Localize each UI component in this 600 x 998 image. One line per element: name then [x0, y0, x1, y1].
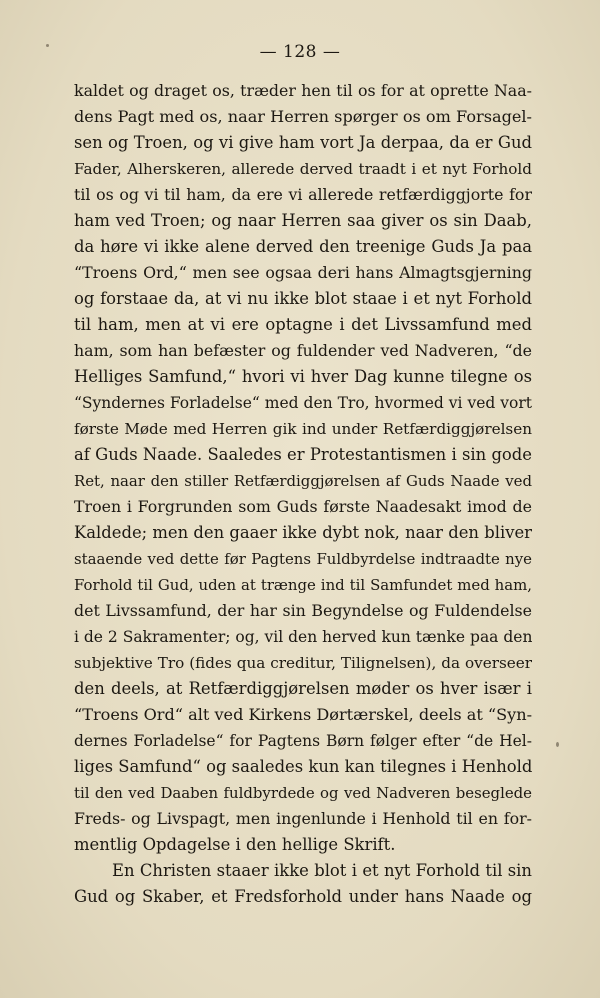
text-line: til den ved Daaben fuldbyrdede og ved Nadveren beseglede — [74, 784, 532, 802]
text-line: i de 2 Sakramenter; og, vil den herved kun tænke paa den — [74, 628, 532, 646]
paper-speck — [46, 44, 49, 47]
text-line: dens Pagt med os, naar Herren spørger os om Forsagel- — [74, 107, 532, 126]
text-line: første Møde med Herren gik ind under Retfærdiggjørelsen — [74, 420, 532, 438]
text-line: til ham, men at vi ere optagne i det Livssamfund med — [74, 315, 532, 334]
paragraph-start-line: En Christen staaer ikke blot i et nyt Forhold til sin — [112, 861, 532, 880]
text-line: til os og vi til ham, da ere vi allerede retfærdiggjorte for — [74, 185, 532, 204]
text-line: af Guds Naade. Saaledes er Protestantismen i sin gode — [74, 445, 532, 464]
text-line: subjektive Tro (fides qua creditur, Tilignelsen), da overseer — [74, 654, 532, 672]
text-line: liges Samfund“ og saaledes kun kan tilegnes i Henhold — [74, 757, 532, 776]
text-line: Freds- og Livspagt, men ingenlunde i Henhold til en for- — [74, 809, 532, 828]
text-line: Ret, naar den stiller Retfærdiggjørelsen af Guds Naade ved — [74, 472, 532, 490]
text-line: og forstaae da, at vi nu ikke blot staae i et nyt Forhold — [74, 289, 532, 308]
text-line: Forhold til Gud, uden at trænge ind til Samfundet med ham, — [74, 576, 532, 594]
text-line: staaende ved dette før Pagtens Fuldbyrdelse indtraadte nye — [74, 550, 532, 568]
text-line: Kaldede; men den gaaer ikke dybt nok, naar den bliver — [74, 523, 532, 542]
paper-speck — [556, 742, 559, 747]
text-line: “Troens Ord“ alt ved Kirkens Dørtærskel, deels at “Syn- — [74, 705, 532, 724]
page-number: — 128 — — [259, 42, 341, 62]
text-line: Gud og Skaber, et Fredsforhold under hans Naade og — [74, 887, 532, 906]
paragraph-end-line: mentlig Opdagelse i den hellige Skrift. — [74, 835, 396, 854]
text-line: sen og Troen, og vi give ham vort Ja derpaa, da er Gud — [74, 133, 532, 152]
text-line: Helliges Samfund,“ hvori vi hver Dag kunne tilegne os — [74, 367, 532, 386]
text-line: Fader, Alherskeren, allerede derved traadt i et nyt Forhold — [74, 160, 532, 178]
text-line: “Syndernes Forladelse“ med den Tro, hvormed vi ved vort — [74, 394, 532, 412]
text-line: ham ved Troen; og naar Herren saa giver os sin Daab, — [74, 211, 532, 230]
text-line: dernes Forladelse“ for Pagtens Børn følger efter “de Hel- — [74, 732, 532, 750]
body-text — [74, 78, 532, 910]
text-line: “Troens Ord,“ men see ogsaa deri hans Almagtsgjerning — [74, 263, 532, 282]
text-line: ham, som han befæster og fuldender ved Nadveren, “de — [74, 341, 532, 360]
text-line: den deels, at Retfærdiggjørelsen møder os hver især i — [74, 679, 532, 698]
text-line: kaldet og draget os, træder hen til os for at oprette Naa- — [74, 81, 532, 100]
text-line: Troen i Forgrunden som Guds første Naadesakt imod de — [74, 497, 532, 516]
text-line: da høre vi ikke alene derved den treenige Guds Ja paa — [74, 237, 532, 256]
text-line: det Livssamfund, der har sin Begyndelse og Fuldendelse — [74, 601, 532, 620]
